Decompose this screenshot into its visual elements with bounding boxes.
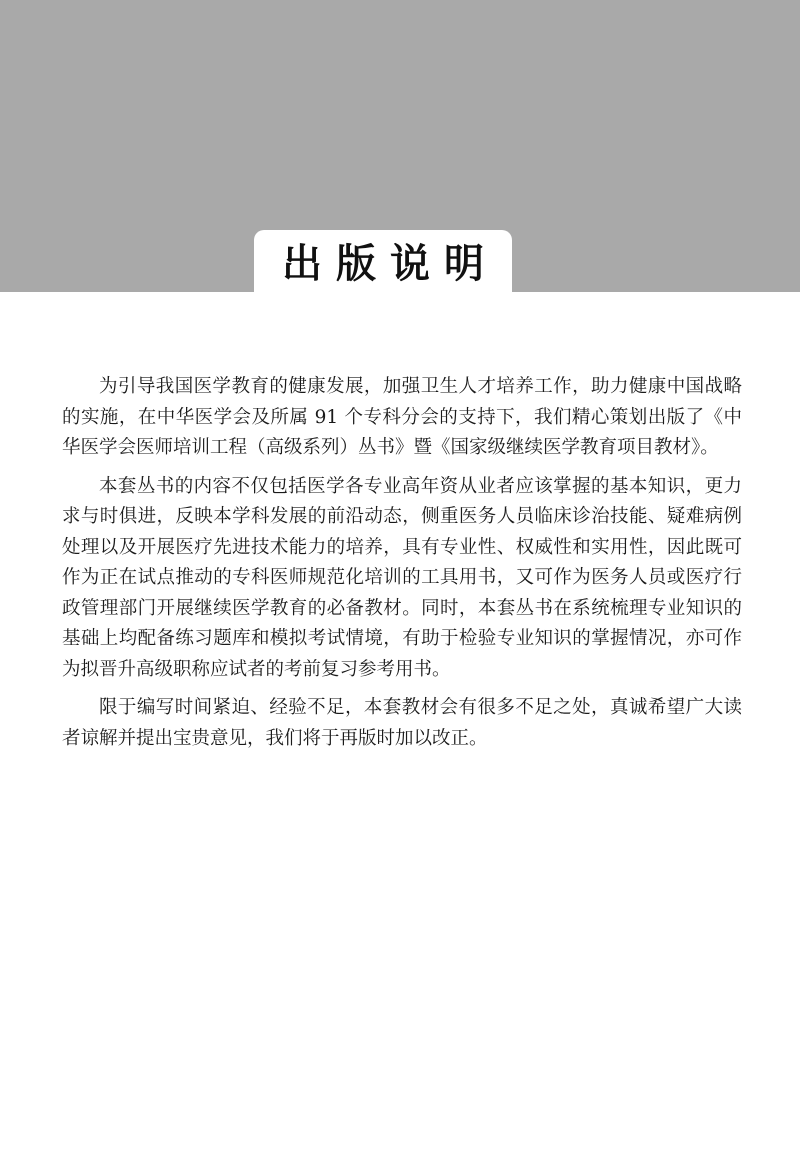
title-tab bbox=[254, 230, 512, 292]
paragraph-2: 本套丛书的内容不仅包括医学各专业高年资从业者应该掌握的基本知识，更力求与时俱进，反映本学科发展的前沿动态，侧重医务人员临床诊治技能、疑难病例处理以及开展医疗先进技术能力的培养，具有专业性、权威性和实用性，因此既可作为正在试点推动的专科医师规范化培训的工具用书，又可作为医务人员或医疗行政管理部门开展继续医学教育的必备教材。同时，本套丛书在系统梳理专业知识的基础上均配备练习题库和模拟考试情境，有助于检验专业知识的掌握情况，亦可作为拟晋升高级职称应试者的考前复习参考用书。 bbox=[62, 475, 742, 680]
page-title: 出版说明 bbox=[282, 241, 498, 287]
paragraph-3: 限于编写时间紧迫、经验不足，本套教材会有很多不足之处，真诚希望广大读者谅解并提出宝贵意见，我们将于再版时加以改正。 bbox=[62, 697, 742, 749]
paragraph-1: 为引导我国医学教育的健康发展，加强卫生人才培养工作，助力健康中国战略的实施，在中华医学会及所属 91 个专科分会的支持下，我们精心策划出版了《中华医学会医师培训工程（高级系列）丛书》暨《国家级继续医学教育项目教材》。 bbox=[62, 376, 742, 458]
content-body bbox=[62, 372, 742, 762]
